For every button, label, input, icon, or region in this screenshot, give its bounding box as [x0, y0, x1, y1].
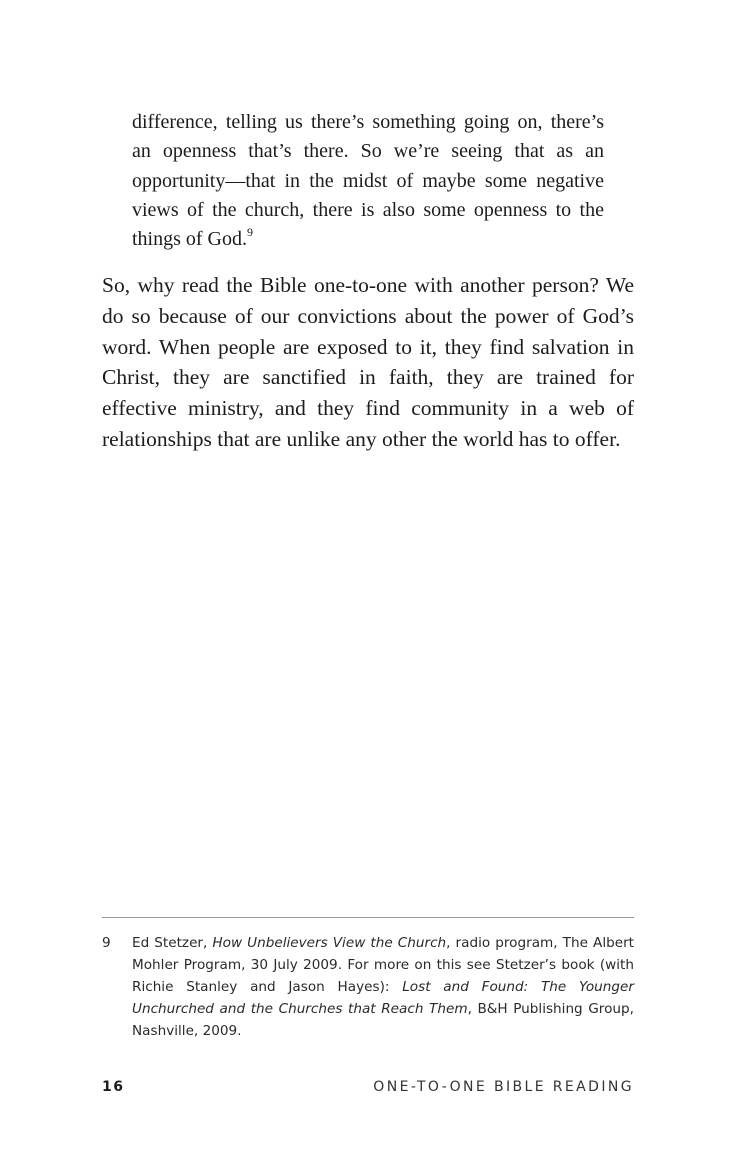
block-quote: [132, 108, 604, 254]
body-paragraph: So, why read the Bible one-to-one with another person? We do so because of our convictions about the power of God’s word. When people are exposed to it, they find salvation in Christ, they are sanctified in faith, they are trained for effective ministry, and they find community in a web of relationships that are unlike any other the world has to offer.: [102, 273, 634, 451]
running-head: ONE-TO-ONE BIBLE READING: [373, 1079, 634, 1095]
quote-text: difference, telling us there’s something going on, there’s an openness that’s there. So we’re seeing that as an opportunity—that in the midst of maybe some negative views of the church, there is also some openness to the things of God.: [132, 111, 604, 251]
footnote-title-program: How Unbelievers View the Church: [212, 935, 447, 951]
footnote-number: 9: [102, 935, 111, 951]
footnote-divider: [102, 917, 634, 918]
footnote-detail: , radio program, The Albert Mohler Program, 30 July 2009. For more on this see Stetzer’s book (with Richie Stanley and Jason Hayes):: [132, 935, 635, 995]
footnote: [102, 932, 634, 1042]
footnote-publisher: , B&H Publishing Group, Nashville, 2009.: [132, 1001, 634, 1039]
footnote-text: [132, 932, 634, 1042]
footnote-author: Ed Stetzer,: [132, 935, 213, 951]
footnote-reference[interactable]: 9: [247, 224, 253, 239]
page-number: 16: [102, 1079, 125, 1095]
footnote-title-book: Lost and Found: The Younger Unchurched and the Churches that Reach Them: [132, 979, 634, 1017]
